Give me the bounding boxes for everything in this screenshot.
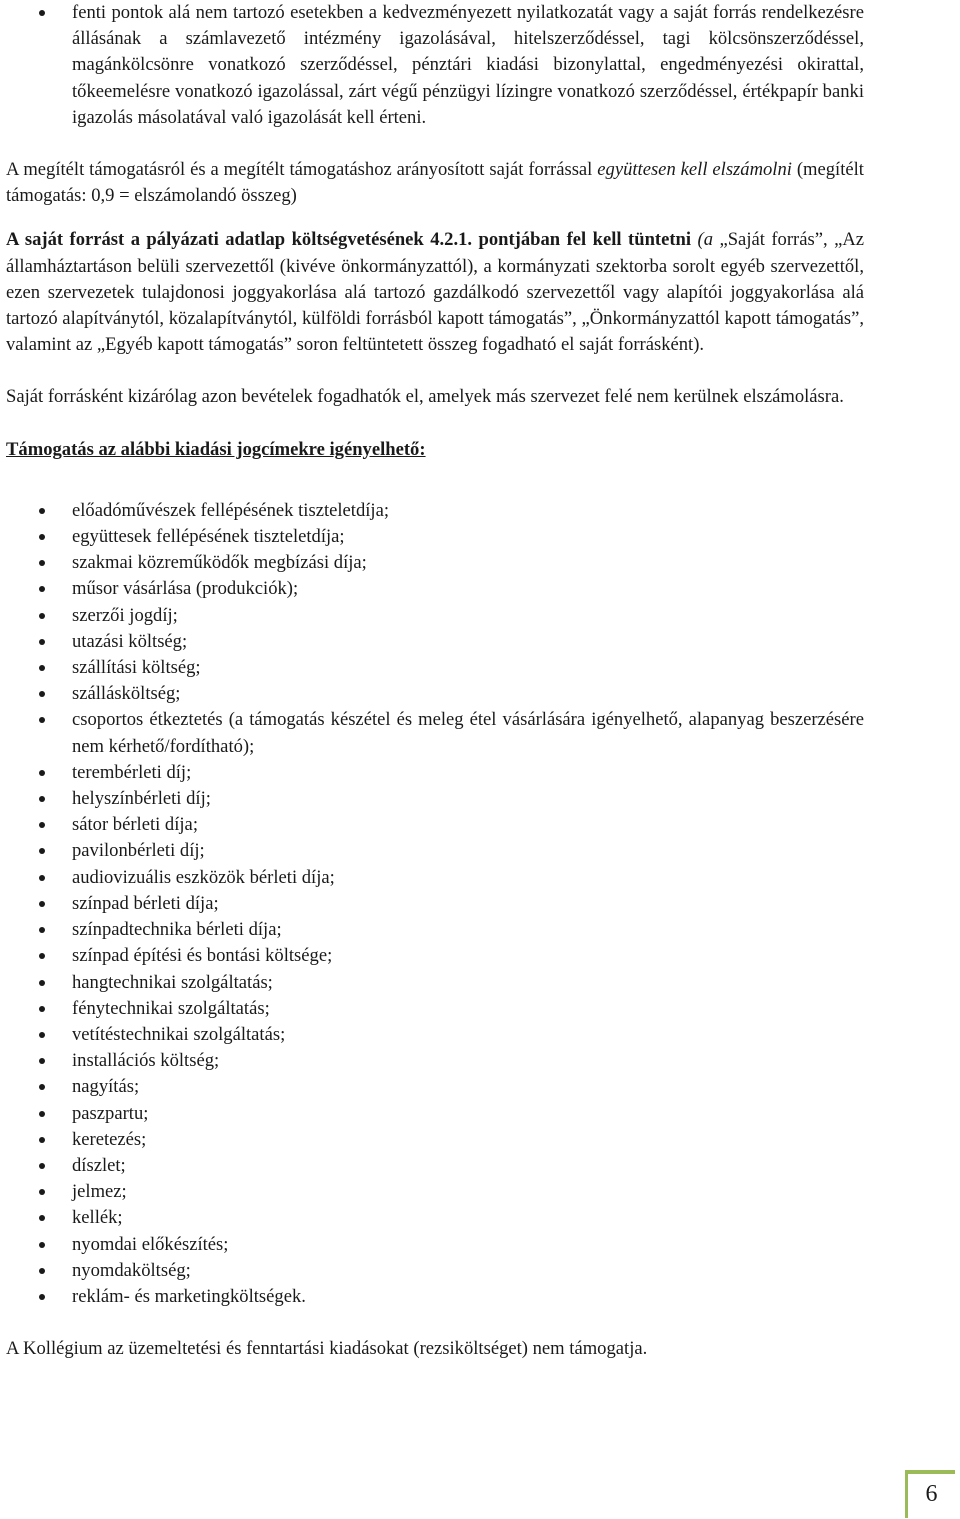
list-item: keretezés; — [6, 1127, 864, 1153]
list-item: installációs költség; — [6, 1048, 864, 1074]
own-source-bold: A saját forrást a pályázati adatlap költségvetésének 4.2.1. pontjában fel kell tüntetni — [6, 229, 692, 251]
list-item: jelmez; — [6, 1179, 864, 1205]
list-item: szakmai közreműködők megbízási díja; — [6, 550, 864, 576]
own-source-text: „Saját forrás”, „Az államháztartáson belüli szervezettől (kivéve önkormányzattól), a kormányzati szektorba sorolt egyéb szervezettől, ezen szervezetek tulajdonosi joggyakorlása alá tartozó gazdálkodó szervezettől vagy alapítói joggyakorlása alá tartozó alapítványtól, közalapítványtól, külföldi forrásból kapott támogatás”, „Önkormányzattól kapott támogatás”, valamint az „Egyéb kapott támogatás” soron feltüntetett összeg fogadható el saját forrásként). — [6, 229, 864, 356]
bullet-icon — [39, 639, 45, 645]
list-item: szállítási költség; — [6, 655, 864, 681]
bullet-icon — [39, 1189, 45, 1195]
list-item: díszlet; — [6, 1153, 864, 1179]
bullet-icon — [39, 1242, 45, 1248]
list-item: szerzői jogdíj; — [6, 603, 864, 629]
bullet-icon — [39, 1111, 45, 1117]
list-item: pavilonbérleti díj; — [6, 838, 864, 864]
list-item: paszpartu; — [6, 1101, 864, 1127]
bullet-icon — [39, 717, 45, 723]
list-item: terembérleti díj; — [6, 760, 864, 786]
list-item: színpad bérleti díja; — [6, 891, 864, 917]
list-item: helyszínbérleti díj; — [6, 786, 864, 812]
bullet-icon — [39, 1294, 45, 1300]
list-item: műsor vásárlása (produkciók); — [6, 576, 864, 602]
document-page — [6, 0, 864, 1362]
list-item: sátor bérleti díja; — [6, 812, 864, 838]
eligible-costs-list — [6, 498, 864, 1310]
own-source-restriction-paragraph: Saját forrásként kizárólag azon bevételek fogadhatók el, amelyek más szervezet felé nem kerülnek elszámolásra. — [6, 386, 844, 408]
list-item: előadóművészek fellépésének tiszteletdíja; — [6, 498, 864, 524]
bullet-icon — [39, 560, 45, 566]
closing-paragraph: A Kollégium az üzemeltetési és fenntartási kiadásokat (rezsiköltséget) nem támogatja. — [6, 1338, 648, 1360]
eligible-costs-heading: Támogatás az alábbi kiadási jogcímekre igényelhető: — [6, 438, 426, 460]
list-item: reklám- és marketingköltségek. — [6, 1284, 864, 1310]
list-item: audiovizuális eszközök bérleti díja; — [6, 865, 864, 891]
list-item: csoportos étkeztetés (a támogatás készétel és meleg étel vásárlására igényelhető, alapanyag beszerzésére nem kérhető/fordítható); — [6, 707, 864, 759]
bullet-icon — [39, 1137, 45, 1143]
bullet-icon — [39, 980, 45, 986]
bullet-icon — [39, 848, 45, 854]
bullet-icon — [39, 927, 45, 933]
list-item: vetítéstechnikai szolgáltatás; — [6, 1022, 864, 1048]
list-item: színpad építési és bontási költsége; — [6, 943, 864, 969]
list-item: szállásköltség; — [6, 681, 864, 707]
bullet-icon — [39, 1163, 45, 1169]
settlement-text-b: (megítélt támogatás: 0,9 = elszámolandó összeg) — [6, 159, 864, 207]
bullet-icon — [39, 875, 45, 881]
bullet-icon — [39, 508, 45, 514]
bullet-icon — [39, 534, 45, 540]
own-source-paragraph — [6, 227, 864, 358]
settlement-paragraph — [6, 157, 864, 209]
bullet-icon — [39, 1268, 45, 1274]
bullet-icon — [39, 1084, 45, 1090]
bullet-icon — [39, 1006, 45, 1012]
bullet-icon — [39, 1058, 45, 1064]
intro-bullet-item — [6, 0, 864, 131]
list-item: nyomdai előkészítés; — [6, 1232, 864, 1258]
bullet-icon — [39, 665, 45, 671]
bullet-icon — [39, 901, 45, 907]
bullet-icon — [39, 691, 45, 697]
settlement-text-a: A megítélt támogatásról és a megítélt támogatáshoz arányosított saját forrással — [6, 159, 598, 181]
intro-bullet-text: fenti pontok alá nem tartozó esetekben a kedvezményezett nyilatkozatát vagy a saját forrás rendelkezésre állásának a számlavezető intézmény igazolásával, hitelszerződéssel, tagi kölcsönszerződéssel, magánkölcsönre vonatkozó szerződéssel, pénztári kiadási bizonylattal, engedményezési okirattal, tőkeemelésre vonatkozó igazolással, zárt végű pénzügyi lízingre vonatkozó szerződéssel, értékpapír banki igazolás másolatával való igazolását kell érteni. — [72, 2, 864, 128]
bullet-icon — [39, 10, 45, 16]
page-number — [905, 1470, 955, 1518]
list-item: nagyítás; — [6, 1074, 864, 1100]
bullet-icon — [39, 1032, 45, 1038]
bullet-icon — [39, 770, 45, 776]
list-item: kellék; — [6, 1205, 864, 1231]
page-number-text: 6 — [925, 1481, 938, 1507]
bullet-icon — [39, 1215, 45, 1221]
bullet-icon — [39, 586, 45, 592]
list-item: hangtechnikai szolgáltatás; — [6, 970, 864, 996]
bullet-icon — [39, 796, 45, 802]
settlement-emphasis: együttesen kell elszámolni — [597, 159, 792, 181]
list-item: nyomdaköltség; — [6, 1258, 864, 1284]
list-item: utazási költség; — [6, 629, 864, 655]
own-source-emphasis: (a — [691, 229, 714, 251]
bullet-icon — [39, 953, 45, 959]
list-item: színpadtechnika bérleti díja; — [6, 917, 864, 943]
list-item: együttesek fellépésének tiszteletdíja; — [6, 524, 864, 550]
bullet-icon — [39, 613, 45, 619]
bullet-icon — [39, 822, 45, 828]
list-item: fénytechnikai szolgáltatás; — [6, 996, 864, 1022]
